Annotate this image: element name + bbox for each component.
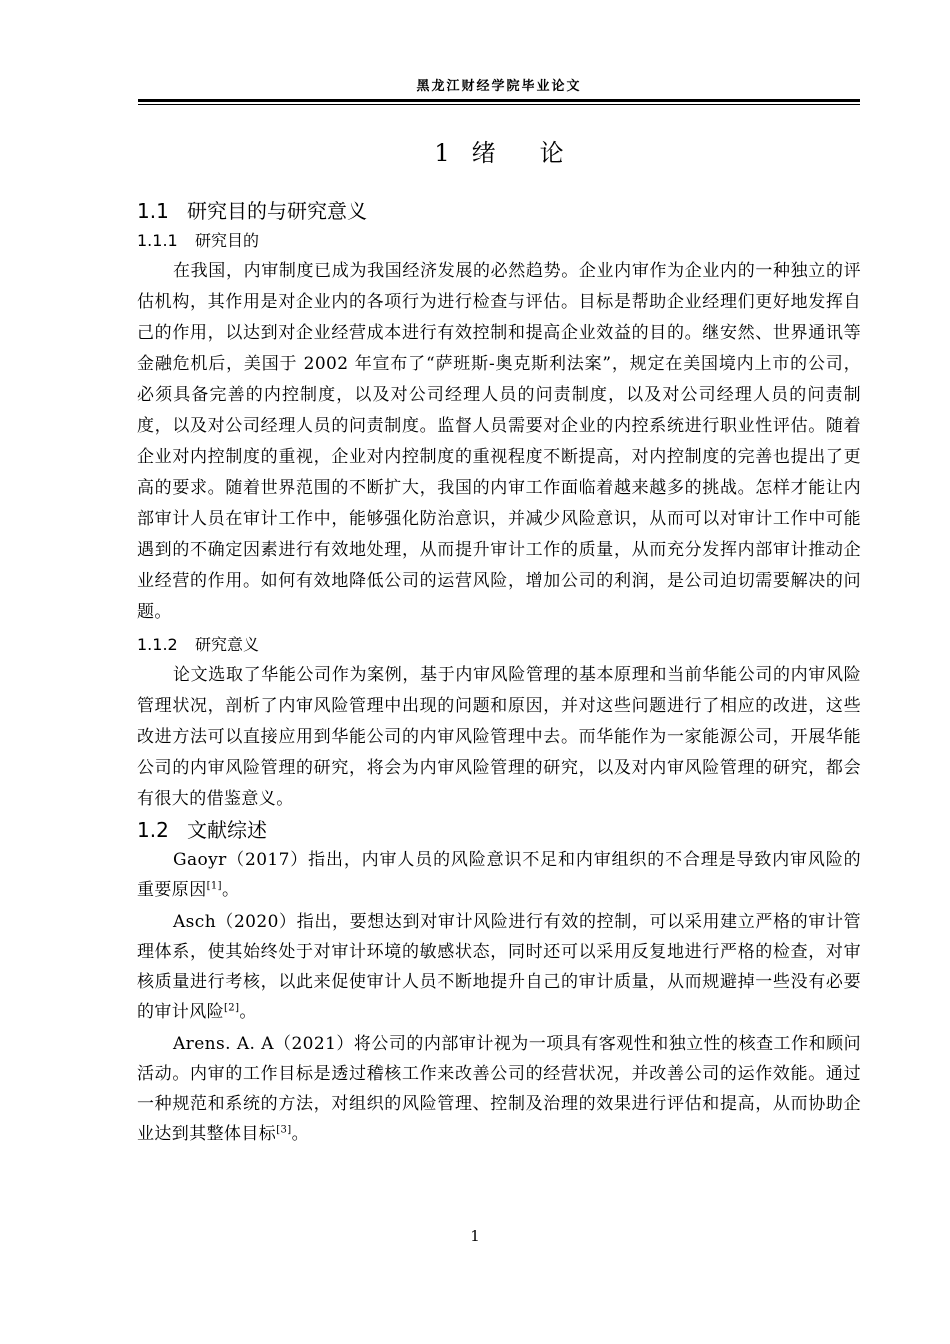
subsection-number: 1.1.2 [137, 635, 178, 654]
header-rule-thick [138, 99, 860, 102]
running-header: 黑龙江财经学院毕业论文 [416, 79, 582, 94]
chapter-title-char-2: 论 [539, 139, 564, 167]
section-number: 1.2 [137, 818, 169, 842]
citation-marker[interactable]: [3] [276, 1124, 292, 1136]
sentence-end: 。 [221, 880, 240, 900]
literature-text: Asch（2020）指出，要想达到对审计风险进行有效的控制，可以采用建立严格的审计管理体系，使其始终处于对审计环境的敏感状态，同时还可以采用反复地进行严格的检查，对审核质量进行考核，以此来促使审计人员不断地提升自己的审计质量，从而规避掉一些没有必要的审计风险 [137, 912, 861, 1022]
subsection-title: 研究目的 [195, 231, 260, 250]
section-title: 研究目的与研究意义 [187, 199, 367, 223]
chapter-number: 1 [434, 139, 450, 167]
literature-text: Gaoyr（2017）指出，内审人员的风险意识不足和内审组织的不合理是导致内审风险的重要原因 [137, 850, 861, 900]
literature-paragraph [137, 907, 861, 1027]
literature-text: Arens. A. A（2021）将公司的内部审计视为一项具有客观性和独立性的核查工作和顾问活动。内审的工作目标是透过稽核工作来改善公司的经营状况，并改善公司的运作效能。通过一种规范和系统的方法，对组织的风险管理、控制及治理的效果进行评估和提高，从而协助企业达到其整体目标 [137, 1034, 861, 1144]
section-heading-1-1 [137, 196, 861, 226]
body-content [137, 196, 861, 1151]
subsection-heading-1-1-1 [137, 226, 861, 256]
literature-paragraph [137, 1029, 861, 1149]
citation-marker[interactable]: [1] [206, 880, 222, 892]
section-title: 文献综述 [187, 818, 267, 842]
chapter-title [138, 136, 860, 170]
literature-paragraph [137, 845, 861, 905]
section-number: 1.1 [137, 199, 169, 223]
subsection-number: 1.1.1 [137, 231, 178, 250]
sentence-end: 。 [291, 1124, 309, 1144]
paragraph-research-significance: 论文选取了华能公司作为案例，基于内审风险管理的基本原理和当前华能公司的内审风险管理状况，剖析了内审风险管理中出现的问题和原因，并对这些问题进行了相应的改进，这些改进方法可以直接应用到华能公司的内审风险管理中去。而华能作为一家能源公司，开展华能公司的内审风险管理的研究，将会为内审风险管理的研究，以及对内审风险管理的研究，都会有很大的借鉴意义。 [137, 665, 861, 809]
header-rule-thin [138, 104, 860, 105]
subsection-title: 研究意义 [195, 635, 260, 654]
subsection-heading-1-1-2 [137, 630, 861, 660]
citation-marker[interactable]: [2] [224, 1002, 240, 1014]
chapter-title-char-1: 绪 [471, 139, 496, 167]
sentence-end: 。 [239, 1002, 257, 1022]
page-number: 1 [470, 1227, 480, 1245]
paragraph-research-purpose: 在我国，内审制度已成为我国经济发展的必然趋势。企业内审作为企业内的一种独立的评估机构，其作用是对企业内的各项行为进行检查与评估。目标是帮助企业经理们更好地发挥自己的作用，以达到对企业经营成本进行有效控制和提高企业效益的目的。继安然、世界通讯等金融危机后，美国于 2002 年宣布了“萨班斯-奥克斯利法案”，规定在美国境内上市的公司，必须具备完善的内控制度，以及对公司经理人员的问责制度，以及对公司经理人员的问责制度，以及对公司经理人员的问责制度。监督人员需要对企业的内控系统进行职业性评估。随着企业对内控制度的重视，企业对内控制度的重视程度不断提高，对内控制度的完善也提出了更高的要求。随着世界范围的不断扩大，我国的内审工作面临着越来越多的挑战。怎样才能让内部审计人员在审计工作中，能够强化防治意识，并减少风险意识，从而可以对审计工作中可能遇到的不确定因素进行有效地处理，从而提升审计工作的质量，从而充分发挥内部审计推动企业经营的作用。如何有效地降低公司的运营风险，增加公司的利润，是公司迫切需要解决的问题。 [137, 261, 861, 622]
section-heading-1-2 [137, 815, 861, 845]
